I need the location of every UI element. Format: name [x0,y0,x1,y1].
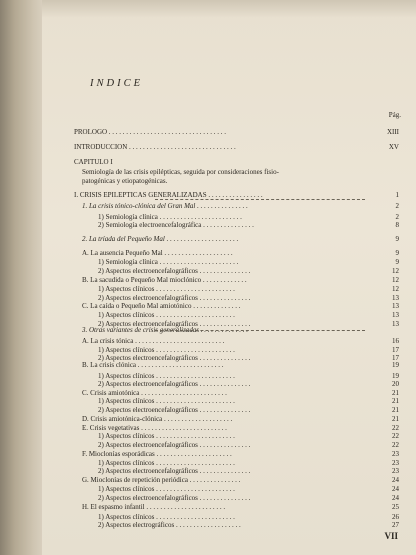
toc-entry-text: H. El espasmo infantil . . . . . . . . . . . . . . . . . . . . . . . [82,503,226,511]
toc-entry-page-number: 21 [392,406,399,414]
toc-entry-page-number: 19 [392,372,399,380]
toc-entry-page-number: 12 [392,285,399,293]
toc-entry-page-number: 24 [392,485,399,493]
toc-entry-page-number: 13 [392,294,399,302]
toc-entry-text: 1) Aspectos clínicos . . . . . . . . . . . . . . . . . . . . . . . [98,397,235,405]
toc-entry-page-number: 9 [395,249,399,257]
book-binding-shadow [0,0,42,555]
section-underline [155,199,365,200]
toc-entry-text: 1) Aspectos clínicos . . . . . . . . . . . . . . . . . . . . . . . [98,485,235,493]
index-title: INDICE [90,78,143,89]
toc-entry-text: 2) Aspectos electroencefalográficos . . . . . . . . . . . . . . . [98,406,251,414]
toc-entry-text: 1) Aspectos clínicos . . . . . . . . . . . . . . . . . . . . . . . [98,285,235,293]
toc-entry-text: CAPITULO I [74,158,113,166]
toc-entry-page-number: 20 [392,380,399,388]
toc-entry-page-number: 2 [395,202,399,210]
toc-entry-text: 2) Aspectos electroencefalográficos . . . . . . . . . . . . . . . [98,294,251,302]
toc-entry-page-number: 21 [392,389,399,397]
toc-entry-text: 1) Aspectos clínicos . . . . . . . . . . . . . . . . . . . . . . . [98,346,235,354]
toc-entry-text: 2) Aspectos electroencefalográficos . . . . . . . . . . . . . . . [98,494,251,502]
toc-entry-page-number: 22 [392,432,399,440]
toc-entry-text: 2. La tríada del Pequeño Mal . . . . . . . . . . . . . . . . . . . . . [82,235,239,243]
toc-entry-page-number: 22 [392,441,399,449]
toc-entry-text: A. La crisis tónica . . . . . . . . . . . . . . . . . . . . . . . . . . [82,337,225,345]
toc-entry-text: B. La sacudida o Pequeño Mal mioclónico . . . . . . . . . . . . . [82,276,247,284]
toc-entry-page-number: 23 [392,467,399,475]
toc-entry-text: 1) Aspectos clínicos . . . . . . . . . . . . . . . . . . . . . . . [98,432,235,440]
toc-entry-text: D. Crisis amiotónica-clónica . . . . . . . . . . . . . . . . . . . . [82,415,233,423]
toc-entry-text: 2) Aspectos electroencefalográficos . . . . . . . . . . . . . . . [98,441,251,449]
toc-entry-text: C. La caída o Pequeño Mal amiotónico . . . . . . . . . . . . . . [82,302,241,310]
toc-entry-text: 2) Aspectos electroencefalográficos . . . . . . . . . . . . . . . [98,267,251,275]
toc-entry-text: 1) Aspectos clínicos . . . . . . . . . . . . . . . . . . . . . . . [98,311,235,319]
toc-entry-text: 1) Semiología clínica . . . . . . . . . . . . . . . . . . . . . . . [98,258,239,266]
toc-entry-text: F. Mioclonías esporádicas . . . . . . . . . . . . . . . . . . . . . . [82,450,232,458]
toc-entry-text: 1) Semiología clínica . . . . . . . . . . . . . . . . . . . . . . . . [98,213,242,221]
toc-entry-page-number: 2 [395,213,399,221]
book-page [42,0,416,555]
toc-entry-page-number: 13 [392,320,399,328]
toc-entry-page-number: 12 [392,267,399,275]
toc-entry-text: 1) Aspectos clínicos . . . . . . . . . . . . . . . . . . . . . . . [98,372,235,380]
toc-entry-text: A. La ausencia Pequeño Mal . . . . . . . . . . . . . . . . . . . . [82,249,233,257]
toc-entry-text: E. Crisis vegetativas . . . . . . . . . . . . . . . . . . . . . . . . . [82,424,227,432]
toc-entry-text: INTRODUCCION . . . . . . . . . . . . . . . . . . . . . . . . . . . . . . . [74,143,236,151]
page-folio: VII [384,531,398,541]
toc-entry-page-number: 17 [392,346,399,354]
toc-entry-page-number: 21 [392,397,399,405]
toc-entry-page-number: 25 [392,503,399,511]
toc-entry-page-number: 13 [392,302,399,310]
section-underline [155,330,365,331]
toc-entry-text: C. Crisis amiotónica . . . . . . . . . . . . . . . . . . . . . . . . . [82,389,227,397]
toc-entry-page-number: 24 [392,494,399,502]
toc-entry-text: 1) Aspectos clínicos . . . . . . . . . . . . . . . . . . . . . . . [98,513,235,521]
toc-entry-text: G. Mioclonías de repetición periódica . . . . . . . . . . . . . . . [82,476,241,484]
toc-entry-text: 2) Aspectos electroencefalográficos . . . . . . . . . . . . . . . [98,467,251,475]
toc-entry-text: PROLOGO . . . . . . . . . . . . . . . . . . . . . . . . . . . . . . . . . . [74,128,227,136]
toc-entry-text: 2) Aspectos electroencefalográficos . . . . . . . . . . . . . . . [98,354,251,362]
toc-entry-page-number: 9 [395,235,399,243]
toc-entry-text: 2) Aspectos electroencefalográficos . . . . . . . . . . . . . . . [98,380,251,388]
toc-entry-text: 1) Aspectos clínicos . . . . . . . . . . . . . . . . . . . . . . . [98,459,235,467]
toc-entry-page-number: 16 [392,337,399,345]
toc-entry-page-number: XV [388,143,399,151]
toc-entry-page-number: 19 [392,361,399,369]
toc-entry-text: 2) Semiología electroencefalográfica . . . . . . . . . . . . . . . [98,221,254,229]
toc-entry-page-number: 13 [392,311,399,319]
toc-entry-text: Semiología de las crisis epilépticas, seguida por consideraciones fisio- [82,168,279,176]
toc-entry-page-number: 17 [392,354,399,362]
toc-entry-text: 3. Otras variantes de crisis generalizadas . . . . . . . . . . . . . . [82,326,249,334]
page-top-edge [42,0,416,18]
toc-entry-text: 2) Aspectos electrográficos . . . . . . . . . . . . . . . . . . . [98,521,241,529]
page-column-label: Pág. [388,111,401,119]
toc-entry-page-number: 27 [392,521,399,529]
toc-entry-page-number: 24 [392,476,399,484]
toc-entry-page-number: 1 [395,191,399,199]
toc-entry-text: I. CRISIS EPILEPTICAS GENERALIZADAS . . . . . . . . . . . . . . . . [74,191,263,199]
toc-entry-page-number: 23 [392,459,399,467]
toc-entry-text: patogénicas y etiopatogénicas. [82,177,168,185]
toc-entry-page-number: 21 [392,415,399,423]
toc-entry-page-number: XIII [386,128,399,136]
toc-entry-text: 1. La crisis tónico-clónica del Gran Mal . . . . . . . . . . . . . . . [82,202,248,210]
toc-entry-page-number: 23 [392,450,399,458]
toc-entry-text: 2) Aspectos electroencefalográficos . . . . . . . . . . . . . . . [98,320,251,328]
toc-entry-page-number: 22 [392,424,399,432]
toc-entry-page-number: 26 [392,513,399,521]
toc-entry-page-number: 8 [395,221,399,229]
toc-entry-page-number: 12 [392,276,399,284]
toc-entry-text: B. La crisis clónica . . . . . . . . . . . . . . . . . . . . . . . . . [82,361,224,369]
toc-entry-page-number: 9 [395,258,399,266]
